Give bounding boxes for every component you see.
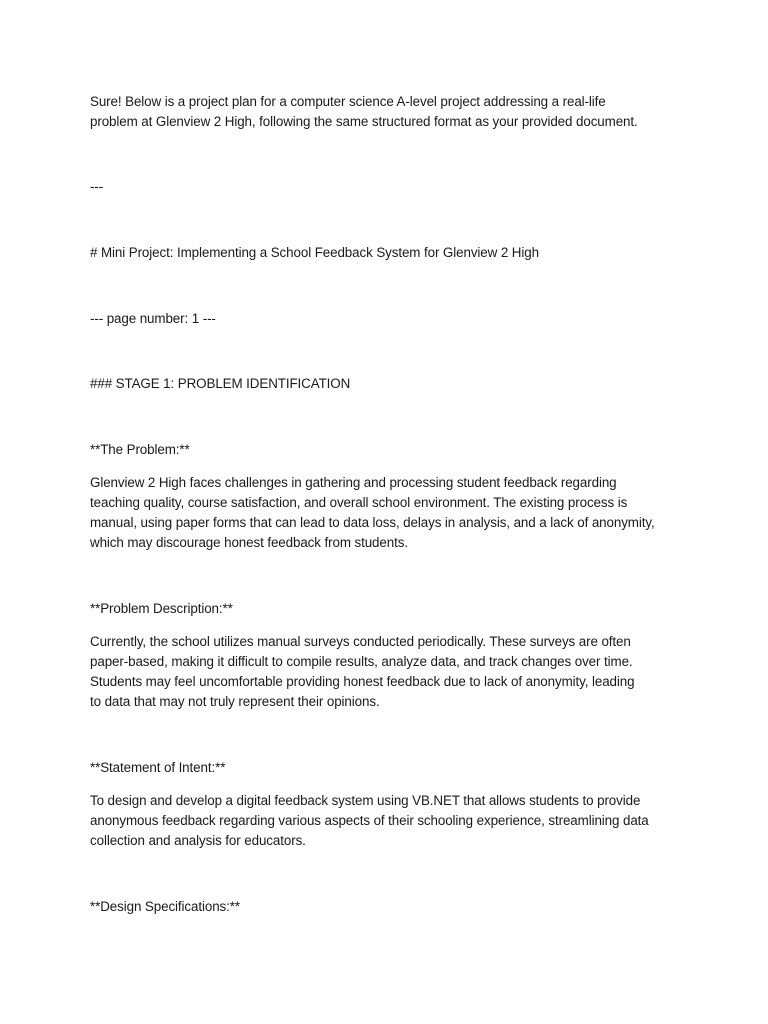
intro-line-1: Sure! Below is a project plan for a computer science A-level project addressing a real-life [90, 94, 606, 109]
intro-line-2: problem at Glenview 2 High, following the same structured format as your provided document. [90, 114, 638, 129]
intent-heading: **Statement of Intent:** [90, 760, 226, 775]
problem-heading: **The Problem:** [90, 442, 190, 457]
document-title: # Mini Project: Implementing a School Feedback System for Glenview 2 High [90, 245, 539, 260]
intent-paragraph [90, 791, 690, 851]
intent-line-3: collection and analysis for educators. [90, 833, 306, 848]
problem-line-2: teaching quality, course satisfaction, and overall school environment. The existing process is [90, 495, 628, 510]
design-heading: **Design Specifications:** [90, 899, 240, 914]
problem-paragraph [90, 473, 690, 553]
stage-heading: ### STAGE 1: PROBLEM IDENTIFICATION [90, 376, 351, 391]
description-heading: **Problem Description:** [90, 601, 233, 616]
description-line-4: to data that may not truly represent their opinions. [90, 694, 380, 709]
intent-line-2: anonymous feedback regarding various aspects of their schooling experience, streamlining data [90, 813, 649, 828]
problem-line-3: manual, using paper forms that can lead to data loss, delays in analysis, and a lack of anonymity, [90, 515, 655, 530]
description-line-3: Students may feel uncomfortable providing honest feedback due to lack of anonymity, leading [90, 674, 635, 689]
problem-line-4: which may discourage honest feedback from students. [90, 535, 408, 550]
description-line-2: paper-based, making it difficult to compile results, analyze data, and track changes over time. [90, 654, 633, 669]
intro-paragraph [90, 92, 690, 132]
separator: --- [90, 179, 104, 194]
page-number-marker: --- page number: 1 --- [90, 311, 216, 326]
description-line-1: Currently, the school utilizes manual surveys conducted periodically. These surveys are often [90, 634, 631, 649]
problem-line-1: Glenview 2 High faces challenges in gathering and processing student feedback regarding [90, 475, 617, 490]
intent-line-1: To design and develop a digital feedback system using VB.NET that allows students to provide [90, 793, 641, 808]
description-paragraph [90, 632, 690, 712]
